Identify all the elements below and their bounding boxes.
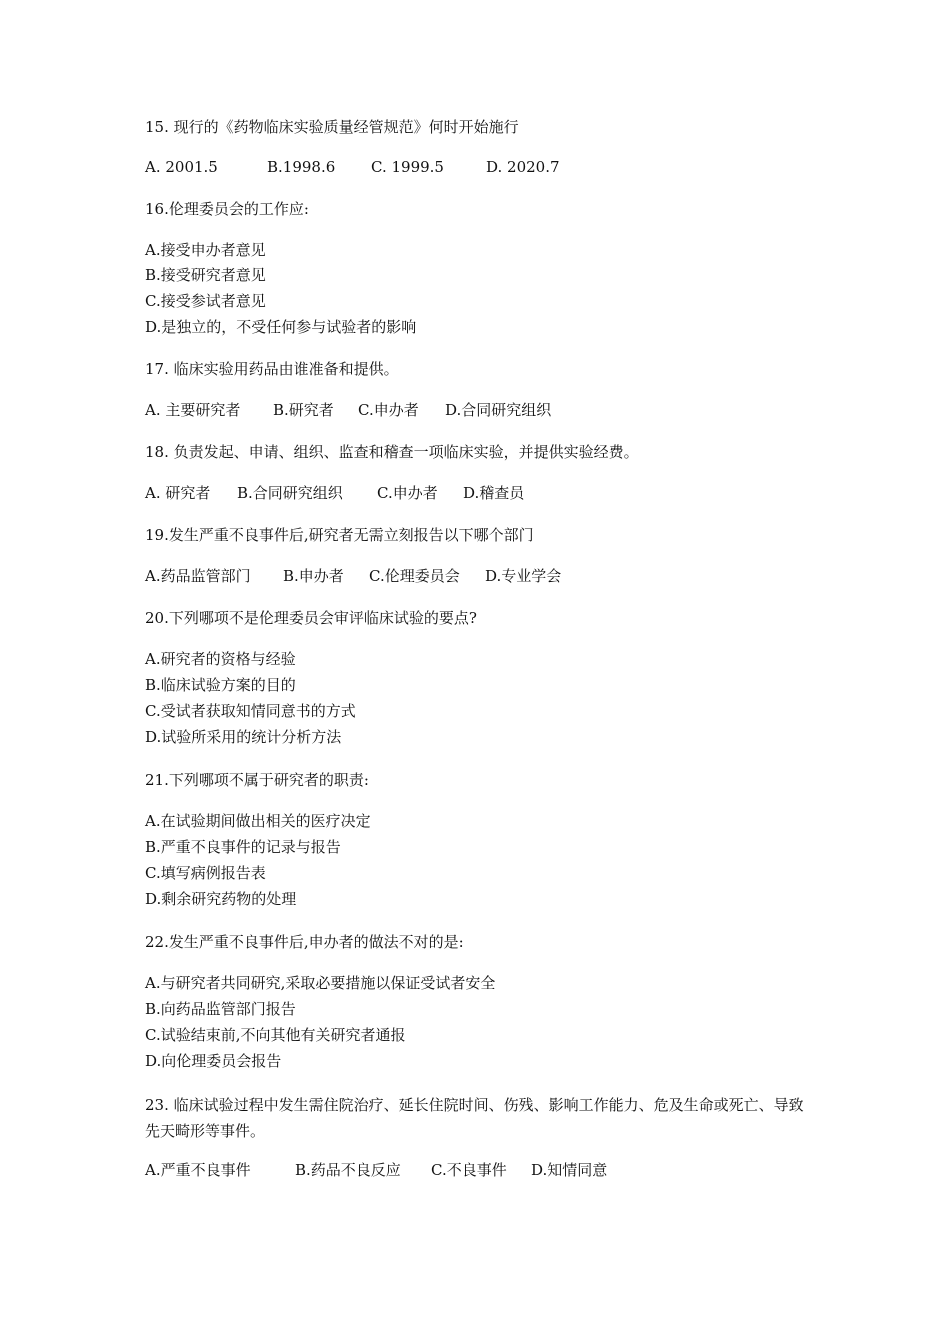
- option-d: D.稽查员: [463, 484, 525, 502]
- question-17-options: [145, 397, 845, 423]
- option-b: B.1998.6: [267, 158, 336, 176]
- question-18-options: [145, 480, 845, 506]
- option-a: A. 研究者: [145, 484, 211, 502]
- question-19-options: [145, 563, 845, 589]
- question-18-stem: 18. 负责发起、申请、组织、监查和稽查一项临床实验，并提供实验经费。: [145, 443, 639, 461]
- question-22-stem: 22.发生严重不良事件后,申办者的做法不对的是:: [145, 933, 464, 951]
- option-c: C.申办者: [358, 401, 419, 419]
- question-21-option-a: A.在试验期间做出相关的医疗决定: [145, 812, 371, 830]
- option-d: D.合同研究组织: [445, 401, 552, 419]
- question-21-stem: 21.下列哪项不属于研究者的职责:: [145, 771, 369, 789]
- question-15-stem: 15. 现行的《药物临床实验质量经管规范》何时开始施行: [145, 118, 519, 136]
- option-b: B.药品不良反应: [295, 1161, 401, 1179]
- question-22-option-b: B.向药品监管部门报告: [145, 1000, 296, 1018]
- question-21-option-d: D.剩余研究药物的处理: [145, 890, 297, 908]
- question-16-option-b: B.接受研究者意见: [145, 266, 266, 284]
- question-20-stem: 20.下列哪项不是伦理委员会审评临床试验的要点?: [145, 609, 477, 627]
- option-c: C. 1999.5: [371, 158, 444, 176]
- option-a: A.药品监管部门: [145, 567, 251, 585]
- question-22-option-d: D.向伦理委员会报告: [145, 1052, 282, 1070]
- question-15-options: [145, 154, 845, 180]
- option-a: A. 主要研究者: [145, 401, 241, 419]
- option-a: A.严重不良事件: [145, 1161, 251, 1179]
- option-d: D. 2020.7: [486, 158, 560, 176]
- option-b: B.申办者: [283, 567, 344, 585]
- question-22-option-a: A.与研究者共同研究,采取必要措施以保证受试者安全: [145, 974, 496, 992]
- option-c: C.申办者: [377, 484, 438, 502]
- option-a: A. 2001.5: [145, 158, 218, 176]
- question-20-option-d: D.试验所采用的统计分析方法: [145, 728, 342, 746]
- option-c: C.不良事件: [431, 1161, 507, 1179]
- question-22-option-c: C.试验结束前,不向其他有关研究者通报: [145, 1026, 406, 1044]
- question-19-stem: 19.发生严重不良事件后,研究者无需立刻报告以下哪个部门: [145, 526, 534, 544]
- question-20-option-c: C.受试者获取知情同意书的方式: [145, 702, 356, 720]
- option-b: B.研究者: [273, 401, 334, 419]
- question-20-option-b: B.临床试验方案的目的: [145, 676, 296, 694]
- question-23-options: [145, 1157, 845, 1183]
- question-23-stem: 23. 临床试验过程中发生需住院治疗、延长住院时间、伤残、影响工作能力、危及生命或死亡、导致先天畸形等事件。: [145, 1096, 804, 1140]
- question-20-option-a: A.研究者的资格与经验: [145, 650, 296, 668]
- option-d: D.专业学会: [485, 567, 562, 585]
- option-b: B.合同研究组织: [237, 484, 343, 502]
- question-17-stem: 17. 临床实验用药品由谁准备和提供。: [145, 360, 399, 378]
- question-16-option-d: D.是独立的，不受任何参与试验者的影响: [145, 318, 417, 336]
- question-16-option-a: A.接受申办者意见: [145, 241, 266, 259]
- question-21-option-c: C.填写病例报告表: [145, 864, 266, 882]
- question-16-stem: 16.伦理委员会的工作应:: [145, 200, 309, 218]
- question-16-option-c: C.接受参试者意见: [145, 292, 266, 310]
- option-d: D.知情同意: [531, 1161, 608, 1179]
- question-21-option-b: B.严重不良事件的记录与报告: [145, 838, 341, 856]
- option-c: C.伦理委员会: [369, 567, 460, 585]
